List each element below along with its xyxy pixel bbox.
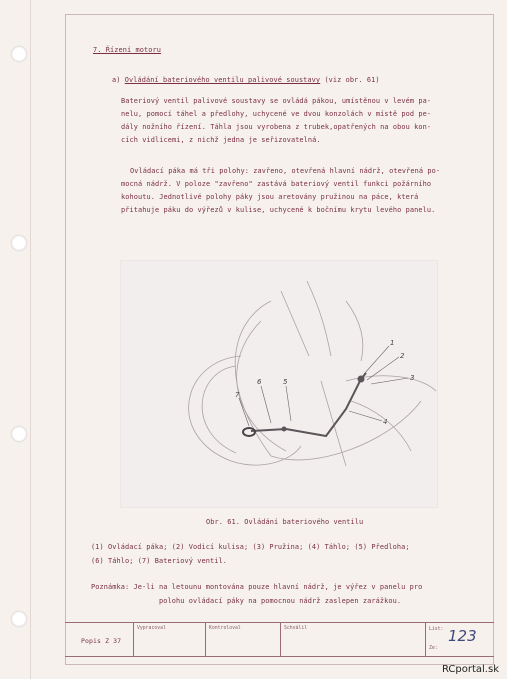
paragraph1-line: dály nožního řízení. Táhla jsou vyrobena z trubek,opatřených na obou kon- — [121, 123, 432, 131]
footer-cell-checked: Kontroloval — [205, 623, 281, 656]
punch-hole — [11, 46, 27, 62]
section-title: 7. Řízení motoru — [93, 46, 161, 54]
paragraph2-line: přitahuje páku do výřezů v kulise, uchycené k bočnímu krytu levého panelu. — [121, 206, 436, 214]
footer-doc-label: Popis Z 37 — [81, 637, 122, 645]
paragraph1-line: Bateriový ventil palivové soustavy se ovládá pákou, umístěnou v levém pa- — [121, 97, 432, 105]
punch-hole — [11, 611, 27, 627]
page-number: 123 — [448, 627, 477, 645]
note-line: Poznámka: Je-li na letounu montována pouze hlavní nádrž, je výřez v panelu pro — [91, 583, 423, 591]
legend-line: (1) Ovládací páka; (2) Vodicí kulisa; (3) Pružina; (4) Táhlo; (5) Předloha; — [91, 543, 410, 551]
paragraph2-line: mocná nádrž. V poloze "zavřeno" zastává bateriový ventil funkci požárního — [121, 180, 432, 188]
figure-drawing — [121, 261, 439, 509]
callout-7: 7 — [235, 391, 240, 399]
footer-cell-prepared: Vypracoval — [133, 623, 206, 656]
paragraph2-line: kohoutu. Jednotlivé polohy páky jsou aretovány pružinou na páce, která — [121, 193, 419, 201]
callout-2: 2 — [400, 352, 405, 360]
watermark: RCportal.sk — [441, 664, 499, 675]
paragraph2-line: Ovládací páka má tři polohy: zavřeno, otevřená hlavní nádrž, otevřená po- — [130, 167, 441, 175]
footer-table — [65, 622, 494, 657]
subsection-heading — [112, 74, 380, 87]
punch-hole — [11, 426, 27, 442]
subsection-prefix: a) — [112, 76, 121, 84]
footer-cell-approved: Schválil — [280, 623, 426, 656]
figure-photo — [120, 260, 438, 508]
subsection-title: Ovládání bateriového ventilu palivové soustavy — [124, 76, 321, 84]
legend-line: (6) Táhlo; (7) Bateriový ventil. — [91, 557, 227, 565]
binding-margin — [30, 0, 31, 679]
callout-5: 5 — [283, 378, 288, 386]
footer-cell-sheet: List: 123 Ze: — [425, 623, 494, 656]
paragraph1-line: cích vidlicemi, z nichž jedna je seřizovatelná. — [121, 136, 321, 144]
callout-6: 6 — [257, 378, 262, 386]
callout-3: 3 — [410, 374, 415, 382]
note-line: polohu ovládací páky na pomocnou nádrž zaslepen zarážkou. — [159, 597, 402, 605]
callout-1: 1 — [390, 339, 395, 347]
figure-caption: Obr. 61. Ovládání bateriového ventilu — [206, 518, 364, 526]
subsection-ref: (viz obr. 61) — [324, 76, 380, 84]
punch-hole — [11, 235, 27, 251]
callout-4: 4 — [383, 418, 388, 426]
paragraph1-line: nelu, pomocí táhel a předlohy, uchycené ve dvou konzolách v místě pod pe- — [121, 110, 432, 118]
